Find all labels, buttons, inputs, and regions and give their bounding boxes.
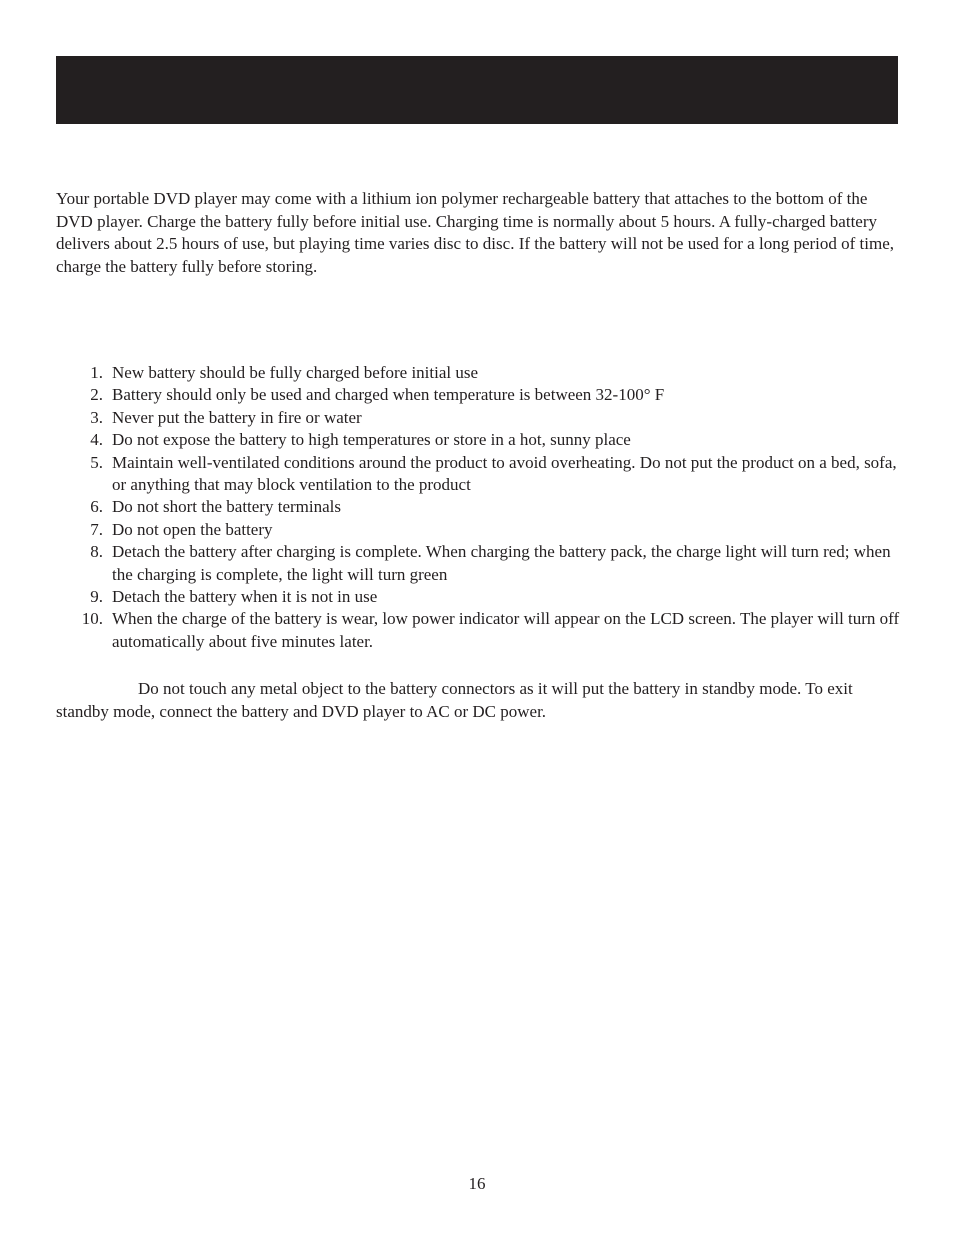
list-item-number: 5. [90, 452, 103, 472]
precautions-list [56, 362, 902, 653]
list-item [56, 496, 902, 518]
list-item-text: New battery should be fully charged before initial use [112, 363, 479, 382]
list-item-text: When the charge of the battery is wear, low power indicator will appear on the LCD screen. The player will turn off automatically about five minutes later. [112, 609, 900, 651]
list-item [56, 362, 902, 384]
page-number: 16 [468, 1174, 486, 1193]
header-bar [56, 56, 898, 124]
list-item [56, 452, 902, 497]
list-item-number: 9. [90, 587, 103, 607]
list-item [56, 407, 902, 429]
list-item-text: Detach the battery when it is not in use [112, 587, 378, 607]
list-item-text: Do not short the battery terminals [112, 497, 341, 517]
list-item-text: Never put the battery in fire or water [112, 407, 362, 427]
list-item [56, 429, 902, 451]
note-paragraph: Do not touch any metal object to the battery connectors as it will put the battery in standby mode. To exit standby mode, connect the battery and DVD player to AC or DC power. [56, 679, 853, 721]
list-item-number: 8. [90, 542, 103, 562]
list-item-number: 6. [90, 497, 103, 517]
list-item-text: Maintain well-ventilated conditions around the product to avoid overheating. Do not put the product on a bed, sofa, or anything that may block ventilation to the product [112, 452, 897, 495]
list-item [56, 519, 902, 541]
list-item-text: Do not open the battery [112, 519, 273, 539]
list-item-text: Detach the battery after charging is complete. When charging the battery pack, the charge light will turn red; when the charging is complete, the light will turn green [112, 542, 891, 584]
list-item-number: 2. [90, 385, 103, 405]
list-item [56, 541, 902, 586]
list-item-text: Battery should only be used and charged when temperature is between 32-100° F [112, 385, 665, 405]
intro-paragraph: Your portable DVD player may come with a lithium ion polymer rechargeable battery that attaches to the bottom of the DVD player. Charge the battery fully before initial use. Charging time is normally about 5 hours. A fully-charged battery delivers about 2.5 hours of use, but playing time varies disc to disc. If the battery will not be used for a long period of time, charge the battery fully before storing. [56, 189, 895, 276]
list-item-number: 10. [81, 609, 103, 629]
list-item-text: Do not expose the battery to high temperatures or store in a hot, sunny place [112, 430, 631, 450]
list-item [56, 384, 902, 406]
list-item [56, 608, 902, 653]
list-item-number: 1. [90, 363, 103, 382]
list-item-number: 7. [90, 519, 103, 539]
list-item-number: 3. [90, 407, 103, 427]
list-item-number: 4. [90, 430, 103, 450]
list-item [56, 586, 902, 608]
